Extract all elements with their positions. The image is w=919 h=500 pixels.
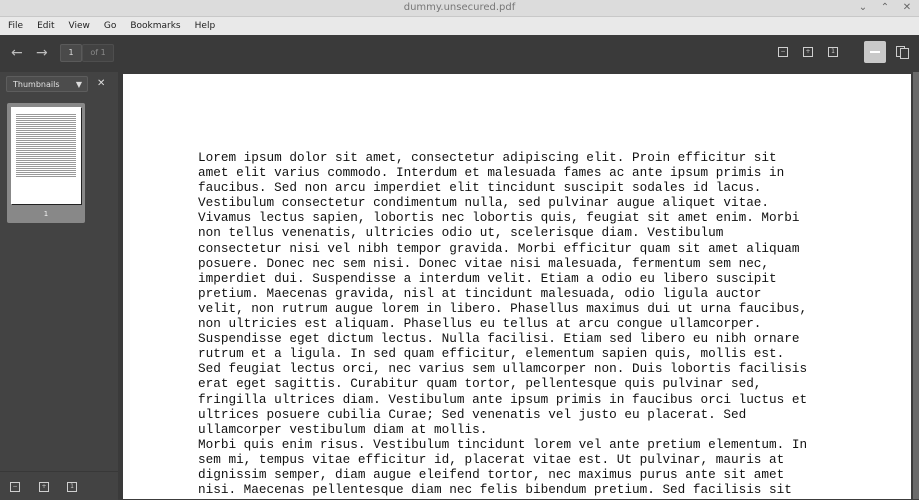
close-icon[interactable]: ✕ — [902, 2, 912, 13]
sidebar-view-selector[interactable] — [6, 76, 88, 92]
chevron-down-icon: ▼ — [75, 80, 82, 89]
thumb-zoom-in-icon[interactable]: + — [39, 482, 49, 492]
zoom-out-icon[interactable]: − — [778, 47, 788, 57]
dual-page-icon[interactable] — [896, 46, 908, 57]
page-number-input[interactable]: 1 — [60, 44, 82, 62]
thumb-zoom-out-icon[interactable]: − — [10, 482, 20, 492]
thumbnail-page-label: 1 — [43, 210, 49, 218]
menu-help[interactable]: Help — [194, 21, 216, 31]
sidebar-view-label: Thumbnails — [13, 80, 60, 89]
page-body-text: Lorem ipsum dolor sit amet, consectetur adipiscing elit. Proin efficitur sit amet elit varius commodo. Interdum et malesuada fames ac ante ipsum primis in faucibus. Sed non arcu imperdiet elit tincidunt suscipit sodales id lacus. Vestibulum consectetur condimentum nulla, sed pulvinar augue aliquet vitae. Vivamus lectus sapien, lobortis nec lobortis quis, feugiat sit amet enim. Morbi non tellus venenatis, ultricies odio ut, scelerisque diam. Vestibulum consectetur nisi vel nibh tempor gravida. Morbi efficitur quam sit amet aliquam posuere. Donec nec sem nisi. Donec vitae nisi malesuada, fermentum sem nec, imperdiet dui. Suspendisse a interdum velit. Etiam a odio eu libero suscipit pretium. Maecenas gravida, nisl at tincidunt malesuada, odio ligula auctor velit, non rutrum augue lorem in libero. Phasellus maximus dui ut urna faucibus, non ultricies est aliquam. Phasellus eu tellus at arcu congue ullamcorper. Suspendisse eget dictum lectus. Nulla facilisi. Etiam sed libero eu nibh ornare rutrum et a ligula. In sed quam efficitur, elementum sapien quis, mollis est. Sed feugiat lectus orci, nec varius sem ullamcorper non. Duis lobortis facilisis erat eget sagittis. Curabitur quam tortor, pellentesque quis pulvinar sed, fringilla ultrices diam. Vestibulum ante ipsum primis in faucibus orci luctus et ultrices posuere cubilia Curae; Sed venenatis vel justo eu placerat. Sed ullamcorper vestibulum diam at mollis. Morbi quis enim risus. Vestibulum tincidunt lorem vel ante pretium elementum. In sem mi, tempus vitae efficitur id, placerat vitae est. Ut pulvinar, mauris at dignissim semper, diam augue eleifend tortor, nec maximus purus ante sit amet nisi. Maecenas pellentesque diam nec felis bibendum pretium. Sed facilisis sit — [198, 150, 808, 498]
menu-view[interactable]: View — [68, 21, 90, 31]
window-title: dummy.unsecured.pdf — [403, 2, 516, 13]
menu-edit[interactable]: Edit — [37, 21, 55, 31]
back-arrow-icon[interactable]: ← — [11, 45, 23, 61]
forward-arrow-icon[interactable]: → — [36, 45, 48, 61]
zoom-reset-icon[interactable]: 1 — [828, 47, 838, 57]
minimize-icon[interactable]: ⌄ — [858, 2, 868, 13]
title-bar — [0, 0, 919, 17]
menu-file[interactable]: File — [8, 21, 24, 31]
close-sidebar-icon[interactable]: ✕ — [97, 78, 106, 89]
maximize-icon[interactable]: ⌃ — [880, 2, 890, 13]
thumb-zoom-reset-icon[interactable]: 1 — [67, 482, 77, 492]
menu-go[interactable]: Go — [103, 21, 117, 31]
pdf-page — [123, 74, 911, 499]
zoom-in-icon[interactable]: + — [803, 47, 813, 57]
page-count-label: of 1 — [82, 44, 114, 62]
thumbnail-text-lines — [16, 114, 76, 178]
continuous-view-icon — [870, 51, 880, 53]
menu-bar — [0, 17, 919, 35]
page-thumbnail[interactable] — [11, 107, 81, 204]
menu-bookmarks[interactable]: Bookmarks — [130, 21, 181, 31]
vertical-scrollbar[interactable] — [913, 72, 919, 499]
continuous-view-button[interactable] — [864, 41, 886, 63]
